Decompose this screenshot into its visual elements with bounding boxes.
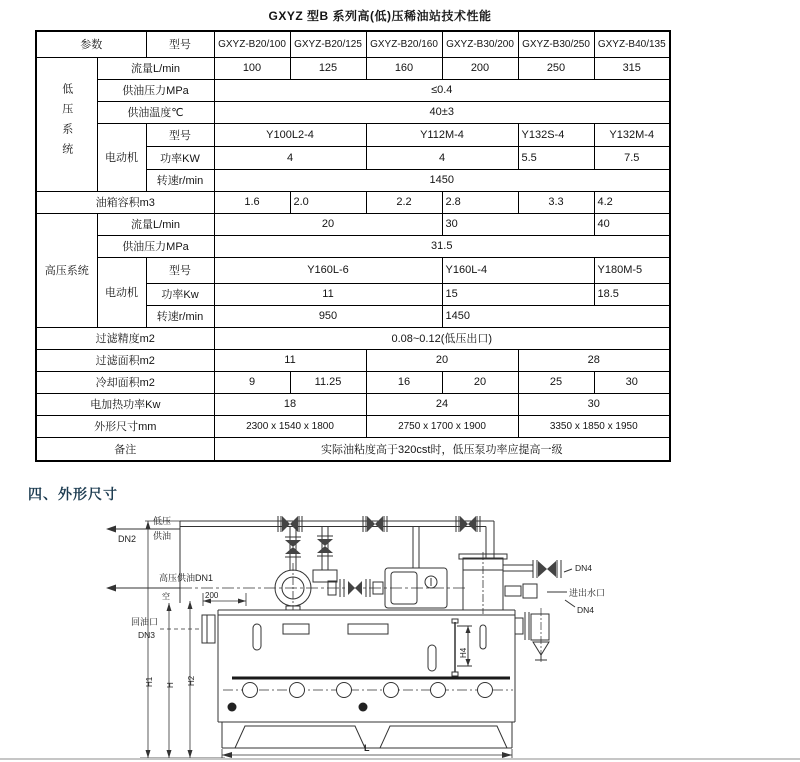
- hp-pressure-row: [36, 235, 670, 257]
- cooling-area-row: [36, 371, 670, 393]
- header-model: 型号: [146, 31, 214, 57]
- label-dim-200: 200: [205, 591, 219, 600]
- hp-flow-2: 40: [594, 213, 670, 235]
- label-return-port: 回油口: [131, 617, 159, 627]
- heater-power-2: 30: [518, 393, 670, 415]
- filter-area-row: [36, 349, 670, 371]
- filler-icon: [515, 608, 549, 663]
- hp-flow-0: 20: [214, 213, 442, 235]
- lp-motor-power-2: 5.5: [518, 146, 594, 169]
- label-dn2: DN2: [118, 534, 137, 544]
- hp-flow-label: 流量L/min: [97, 213, 214, 235]
- filter-area-2: 28: [518, 349, 670, 371]
- cooling-area-label: 冷却面积m2: [36, 371, 214, 393]
- hp-flow-row: [36, 213, 670, 235]
- section-heading: 四、外形尺寸: [28, 486, 118, 502]
- lp-flow-row: [36, 57, 670, 79]
- heater-power-1: 24: [366, 393, 518, 415]
- filter-area-0: 11: [214, 349, 366, 371]
- spec-table: [35, 30, 671, 462]
- lp-flow-3: 200: [442, 57, 518, 79]
- lp-motor-model-label: 型号: [146, 123, 214, 146]
- hp-motor-speed-0: 950: [214, 305, 442, 327]
- header-model-1: GXYZ-B20/125: [290, 31, 366, 57]
- tank-volume-0: 1.6: [214, 191, 290, 213]
- label-h2: H2: [187, 675, 196, 686]
- lp-motor-power-3: 7.5: [594, 146, 670, 169]
- lp-pressure-row: [36, 79, 670, 101]
- filter-area-1: 20: [366, 349, 518, 371]
- tank-volume-row: [36, 191, 670, 213]
- cooling-area-0: 9: [214, 371, 290, 393]
- lp-group-label: 低压系统: [36, 57, 97, 191]
- label-length: L: [364, 743, 370, 753]
- tank-volume-2: 2.2: [366, 191, 442, 213]
- heater-power-row: [36, 393, 670, 415]
- remark-label: 备注: [36, 437, 214, 461]
- hp-motor-power-1: 15: [442, 283, 594, 305]
- bottom-divider: [0, 758, 800, 760]
- tank-volume-5: 4.2: [594, 191, 670, 213]
- hp-motor-model-label: 型号: [146, 257, 214, 283]
- overall-size-1: 2750 x 1700 x 1900: [366, 415, 518, 437]
- heater-power-label: 电加热功率Kw: [36, 393, 214, 415]
- label-dn3: DN3: [138, 630, 156, 640]
- label-dn4-top: DN4: [575, 563, 593, 573]
- label-h1: H1: [145, 676, 154, 687]
- outline-drawing: [85, 508, 645, 760]
- hp-motor-model-0: Y160L-6: [214, 257, 442, 283]
- filter-precision-value: 0.08~0.12(低压出口): [214, 327, 670, 349]
- label-h: H: [166, 682, 175, 688]
- lp-flow-label: 流量L/min: [97, 57, 214, 79]
- lp-temp-row: [36, 101, 670, 123]
- header-model-4: GXYZ-B30/250: [518, 31, 594, 57]
- header-model-2: GXYZ-B20/160: [366, 31, 442, 57]
- cooling-area-2: 16: [366, 371, 442, 393]
- cooling-area-1: 11.25: [290, 371, 366, 393]
- lp-motor-model-1: Y112M-4: [366, 123, 518, 146]
- header-row: [36, 31, 670, 57]
- hp-motor-speed-label: 转速r/min: [146, 305, 214, 327]
- lp-motor-power-1: 4: [366, 146, 518, 169]
- lp-flow-1: 125: [290, 57, 366, 79]
- lp-motor-speed-value: 1450: [214, 169, 670, 191]
- label-vent: 空: [162, 592, 170, 601]
- lp-flow-0: 100: [214, 57, 290, 79]
- filter-precision-row: [36, 327, 670, 349]
- lp-motor-speed-label: 转速r/min: [146, 169, 214, 191]
- hp-motor-model-1: Y160L-4: [442, 257, 594, 283]
- hp-motor-model-2: Y180M-5: [594, 257, 670, 283]
- header-model-0: GXYZ-B20/100: [214, 31, 290, 57]
- overall-size-0: 2300 x 1540 x 1800: [214, 415, 366, 437]
- lp-temp-value: 40±3: [214, 101, 670, 123]
- hp-flow-1: 30: [442, 213, 594, 235]
- tank-icon: [160, 610, 515, 722]
- lp-motor-model-row: [36, 123, 670, 146]
- hp-group-label: 高压系统: [36, 213, 97, 327]
- remark-value: 实际油粘度高于320cst时，低压泵功率应提高一级: [214, 437, 670, 461]
- label-low-pressure: 低压: [153, 516, 172, 526]
- lp-motor-model-0: Y100L2-4: [214, 123, 366, 146]
- label-supply-oil: 供油: [153, 531, 172, 541]
- hp-motor-label: 电动机: [97, 257, 146, 327]
- hp-motor-model-row: [36, 257, 670, 283]
- cooling-area-5: 30: [594, 371, 670, 393]
- lp-motor-power-0: 4: [214, 146, 366, 169]
- label-hp-supply: 高压供油DN1: [159, 573, 214, 583]
- lp-temp-label: 供油温度℃: [97, 101, 214, 123]
- overall-size-2: 3350 x 1850 x 1950: [518, 415, 670, 437]
- lp-motor-model-2: Y132S-4: [518, 123, 594, 146]
- overall-size-label: 外形尺寸mm: [36, 415, 214, 437]
- lp-motor-model-3: Y132M-4: [594, 123, 670, 146]
- tank-volume-label: 油箱容积m3: [36, 191, 214, 213]
- cooler-icon: [459, 552, 575, 614]
- hp-pressure-label: 供油压力MPa: [97, 235, 214, 257]
- pipe-valve-icon: [363, 516, 387, 532]
- lp-flow-2: 160: [366, 57, 442, 79]
- lp-motor-label: 电动机: [97, 123, 146, 191]
- label-dn4-bottom: DN4: [577, 605, 595, 615]
- lp-motor-power-label: 功率KW: [146, 146, 214, 169]
- lp-pressure-value: ≤0.4: [214, 79, 670, 101]
- tank-volume-1: 2.0: [290, 191, 366, 213]
- lp-pressure-label: 供油压力MPa: [97, 79, 214, 101]
- hp-motor-power-label: 功率Kw: [146, 283, 214, 305]
- lp-flow-5: 315: [594, 57, 670, 79]
- filter-area-label: 过滤面积m2: [36, 349, 214, 371]
- label-water-port: 进出水口: [569, 588, 606, 598]
- cooling-area-4: 25: [518, 371, 594, 393]
- label-h4: H4: [459, 647, 468, 658]
- page-title: GXYZ 型B 系列高(低)压稀油站技术性能: [268, 9, 492, 23]
- riser-valve-icon: [313, 527, 337, 582]
- header-param: 参数: [36, 31, 146, 57]
- tank-volume-3: 2.8: [442, 191, 518, 213]
- hp-pressure-value: 31.5: [214, 235, 670, 257]
- overall-size-row: [36, 415, 670, 437]
- pump-icon: [275, 563, 311, 610]
- lp-flow-4: 250: [518, 57, 594, 79]
- filter-precision-label: 过滤精度m2: [36, 327, 214, 349]
- header-model-5: GXYZ-B40/135: [594, 31, 670, 57]
- hp-motor-power-0: 11: [214, 283, 442, 305]
- pipe-valve-icon: [456, 516, 480, 532]
- hp-motor-speed-1: 1450: [442, 305, 670, 327]
- cooling-area-3: 20: [442, 371, 518, 393]
- hp-motor-power-2: 18.5: [594, 283, 670, 305]
- header-model-3: GXYZ-B30/200: [442, 31, 518, 57]
- tank-volume-4: 3.3: [518, 191, 594, 213]
- heater-power-0: 18: [214, 393, 366, 415]
- remark-row: [36, 437, 670, 461]
